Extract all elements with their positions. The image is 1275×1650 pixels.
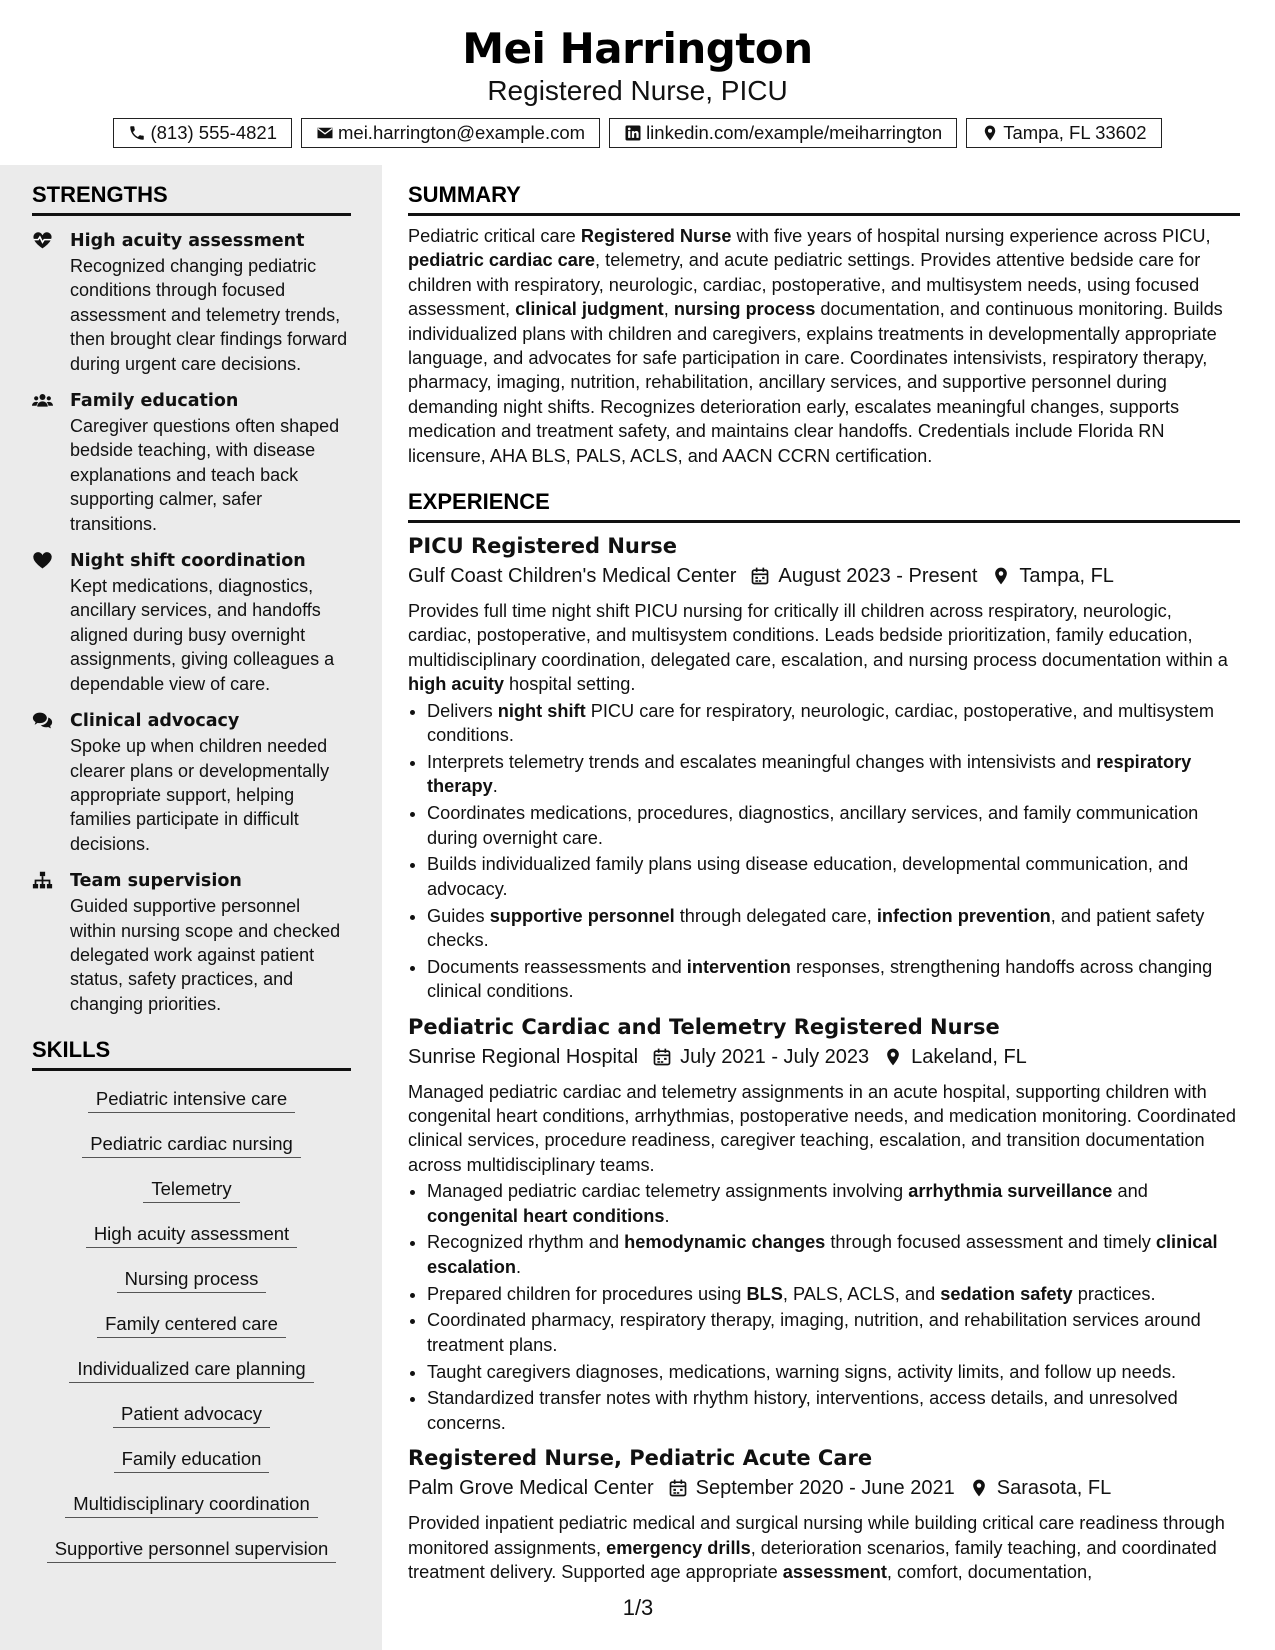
page-number: 1/3: [622, 1595, 654, 1620]
job-bullets: [408, 699, 1240, 1004]
strength-title: Clinical advocacy: [70, 711, 240, 732]
heart-icon: [32, 550, 53, 571]
calendar-icon: [750, 566, 770, 586]
job-title: Pediatric Cardiac and Telemetry Registered Nurse: [408, 1014, 1000, 1039]
sidebar: [0, 165, 382, 1650]
skill-tag: High acuity assessment: [86, 1222, 297, 1248]
skill-tag: Individualized care planning: [69, 1357, 313, 1383]
job-bullet: • Coordinates medications, procedures, diagnostics, ancillary services, and family communication during overnight care.: [427, 801, 1240, 850]
comments-icon: [32, 710, 53, 731]
bold-keyword: night shift: [497, 700, 586, 721]
bold-keyword: assessment: [782, 1561, 887, 1582]
candidate-name: Mei Harrington: [462, 24, 813, 73]
calendar-icon: [668, 1478, 688, 1498]
job-bullet: • Interprets telemetry trends and escalates meaningful changes with intensivists and respiratory therapy.: [427, 750, 1240, 799]
job-meta: [408, 561, 1240, 591]
skill-tag: Family centered care: [97, 1312, 286, 1338]
bold-keyword: arrhythmia surveillance: [908, 1181, 1113, 1202]
job-dates: September 2020 - June 2021: [695, 1477, 955, 1500]
skill-tag: Pediatric cardiac nursing: [82, 1132, 301, 1158]
bold-keyword: BLS: [746, 1283, 783, 1304]
candidate-role: Registered Nurse, PICU: [487, 75, 788, 106]
contact-email-text: mei.harrington@example.com: [338, 122, 586, 143]
job-dates: July 2021 - July 2023: [680, 1045, 870, 1068]
main-column: [408, 181, 1240, 1584]
contact-phone-text: (813) 555-4821: [150, 122, 277, 143]
skill-tag: Nursing process: [117, 1267, 267, 1293]
job-title: Registered Nurse, Pediatric Acute Care: [408, 1446, 873, 1471]
strength-title: Team supervision: [70, 871, 242, 892]
contact-location[interactable]: [966, 118, 1161, 148]
job-bullet: • Recognized rhythm and hemodynamic changes through focused assessment and timely clinical escalation.: [427, 1230, 1240, 1279]
skill-tag: Telemetry: [143, 1177, 239, 1203]
bold-keyword: pediatric cardiac care: [408, 250, 596, 271]
location-pin-icon: [883, 1047, 903, 1067]
skill-tag: Family education: [114, 1447, 270, 1473]
summary-heading: SUMMARY: [408, 181, 1240, 216]
bold-keyword: supportive personnel: [489, 905, 675, 926]
strength-title: Night shift coordination: [70, 551, 306, 572]
contact-linkedin[interactable]: [609, 118, 957, 148]
job-entry: [408, 1443, 1240, 1584]
resume-header: [0, 0, 1275, 148]
linkedin-icon: [624, 124, 642, 142]
job-bullet: • Taught caregivers diagnoses, medications, warning signs, activity limits, and follow up needs.: [427, 1360, 1240, 1384]
job-employer: Gulf Coast Children's Medical Center: [408, 565, 737, 588]
bold-keyword: Registered Nurse: [580, 226, 732, 246]
job-bullets: [408, 1179, 1240, 1435]
contact-location-text: Tampa, FL 33602: [1003, 122, 1147, 143]
strength-desc: Spoke up when children needed clearer plans or developmentally appropriate support, helping families participate in difficult decisions.: [70, 736, 330, 854]
job-bullet: • Coordinated pharmacy, respiratory therapy, imaging, nutrition, and rehabilitation services around treatment plans.: [427, 1308, 1240, 1357]
job-dates: August 2023 - Present: [778, 565, 978, 588]
users-icon: [32, 390, 53, 411]
job-bullet: • Documents reassessments and intervention responses, strengthening handoffs across changing clinical conditions.: [427, 955, 1240, 1004]
bold-keyword: infection prevention: [876, 905, 1051, 926]
job-description: Provided inpatient pediatric medical and surgical nursing while building critical care readiness through monitored assignments, emergency drills, deterioration scenarios, family teaching, and coordinated treatment delivery. Supported age appropriate assessment, comfort, documentation,: [408, 1513, 1225, 1582]
strength-item: [32, 708, 351, 856]
contact-bar: [0, 118, 1275, 148]
skill-tag: Supportive personnel supervision: [47, 1537, 337, 1563]
strength-title: Family education: [70, 391, 239, 412]
job-bullet: • Managed pediatric cardiac telemetry assignments involving arrhythmia surveillance and congenital heart conditions.: [427, 1179, 1240, 1228]
phone-icon: [128, 124, 146, 142]
bold-keyword: clinical escalation: [427, 1232, 1218, 1277]
job-title: PICU Registered Nurse: [408, 534, 677, 559]
job-meta: [408, 1042, 1240, 1072]
strength-desc: Kept medications, diagnostics, ancillary services, and handoffs aligned during busy overnight assignments, giving colleagues a dependable view of care.: [70, 576, 335, 694]
job-employer: Palm Grove Medical Center: [408, 1477, 654, 1500]
experience-heading: EXPERIENCE: [408, 488, 1240, 523]
job-bullet: • Delivers night shift PICU care for respiratory, neurologic, cardiac, postoperative, and multisystem conditions.: [427, 699, 1240, 748]
heartbeat-icon: [32, 230, 53, 251]
job-location: Lakeland, FL: [911, 1045, 1027, 1068]
summary-text: Pediatric critical care Registered Nurse with five years of hospital nursing experience across PICU, pediatric cardiac care, telemetry, and acute pediatric settings. Provides attentive bedside care for children with respiratory, neurologic, cardiac, postoperative, and multisystem needs, using focused assessment, clinical judgment, nursing process documentation, and continuous monitoring. Builds individualized plans with children and caregivers, explains treatments in developmentally appropriate language, and advocates for safe participation in care. Coordinates intensivists, respiratory therapy, pharmacy, imaging, nutrition, rehabilitation, ancillary services, and supportive personnel during demanding night shifts. Recognizes deterioration early, escalates meaningful changes, supports medication and treatment safety, and maintains clear handoffs. Credentials include Florida RN licensure, AHA BLS, PALS, ACLS, and AACN CCRN certification.: [408, 226, 1223, 466]
job-bullet: • Standardized transfer notes with rhythm history, interventions, access details, and unresolved concerns.: [427, 1386, 1240, 1435]
sitemap-icon: [32, 870, 53, 891]
bold-keyword: high acuity: [408, 674, 504, 695]
job-bullet: • Builds individualized family plans using disease education, developmental communication, and advocacy.: [427, 852, 1240, 901]
job-employer: Sunrise Regional Hospital: [408, 1045, 639, 1068]
job-location: Tampa, FL: [1019, 565, 1114, 588]
bold-keyword: respiratory therapy: [427, 751, 1192, 797]
skill-tag: Multidisciplinary coordination: [65, 1492, 318, 1518]
bold-keyword: emergency drills: [606, 1537, 751, 1558]
bold-keyword: nursing process: [673, 299, 816, 320]
job-entry: [408, 531, 1240, 1003]
contact-email[interactable]: [301, 118, 600, 148]
location-pin-icon: [969, 1478, 989, 1498]
strength-item: [32, 548, 351, 696]
strength-desc: Guided supportive personnel within nursing scope and checked delegated work against patient status, safety practices, and changing priorities.: [70, 896, 341, 1014]
strength-item: [32, 228, 351, 376]
bold-keyword: sedation safety: [940, 1283, 1073, 1304]
location-pin-icon: [991, 566, 1011, 586]
bold-keyword: congenital heart conditions: [427, 1205, 665, 1226]
job-location: Sarasota, FL: [996, 1477, 1112, 1500]
strength-item: [32, 868, 351, 1016]
strengths-heading: STRENGTHS: [32, 181, 351, 216]
skills-list: [32, 1087, 351, 1563]
location-pin-icon: [981, 124, 999, 142]
bold-keyword: clinical judgment: [515, 299, 664, 320]
envelope-icon: [316, 124, 334, 142]
job-meta: [408, 1473, 1240, 1503]
contact-linkedin-text: linkedin.com/example/meiharrington: [646, 122, 943, 143]
job-entry: [408, 1012, 1240, 1436]
job-bullet: • Guides supportive personnel through delegated care, infection prevention, and patient safety checks.: [427, 904, 1240, 953]
contact-phone[interactable]: [113, 118, 292, 148]
skill-tag: Patient advocacy: [113, 1402, 270, 1428]
strength-desc: Caregiver questions often shaped bedside teaching, with disease explanations and teach back supporting calmer, safer transitions.: [70, 416, 340, 534]
job-description: Provides full time night shift PICU nursing for critically ill children across respiratory, neurologic, cardiac, postoperative, and multisystem conditions. Leads bedside prioritization, family education, multidisciplinary coordination, delegated care, escalation, and nursing process documentation within a high acuity hospital setting.: [408, 601, 1228, 695]
strength-item: [32, 388, 351, 536]
bold-keyword: intervention: [686, 956, 791, 977]
skill-tag: Pediatric intensive care: [88, 1087, 295, 1113]
bold-keyword: hemodynamic changes: [624, 1232, 826, 1253]
calendar-icon: [652, 1047, 672, 1067]
job-bullet: • Prepared children for procedures using BLS, PALS, ACLS, and sedation safety practices.: [427, 1282, 1240, 1306]
job-description: Managed pediatric cardiac and telemetry assignments in an acute hospital, supporting children with congenital heart conditions, arrhythmias, postoperative needs, and medication monitoring. Coordinated clinical services, procedure readiness, caregiver teaching, escalation, and transition documentation across multidisciplinary teams.: [408, 1081, 1237, 1175]
strength-title: High acuity assessment: [70, 231, 305, 251]
skills-heading: SKILLS: [32, 1036, 351, 1071]
strength-desc: Recognized changing pediatric conditions through focused assessment and telemetry trends, then brought clear findings forward during urgent care decisions.: [70, 256, 348, 374]
